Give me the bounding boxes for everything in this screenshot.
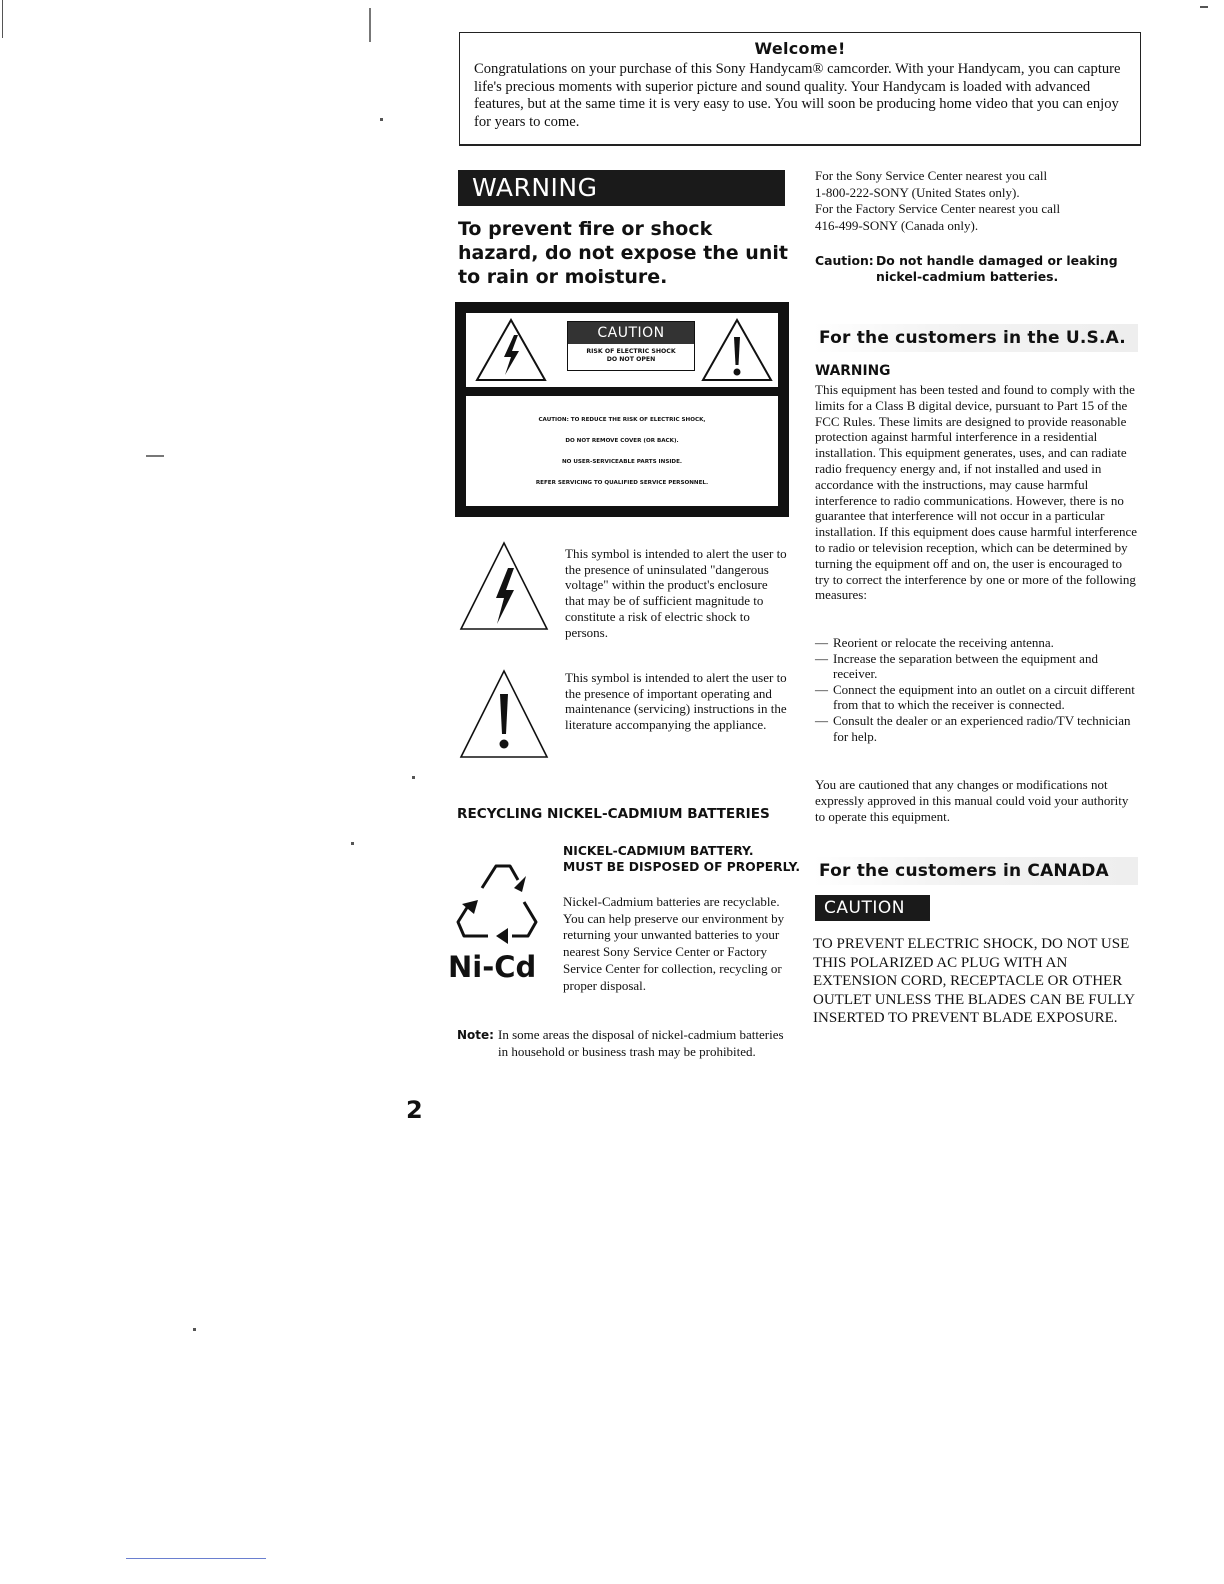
note-body: In some areas the disposal of nickel-cadmium batteries in household or business trash may be prohibited. — [498, 1027, 784, 1059]
list-item: — Increase the separation between the equipment and receiver. — [815, 650, 1098, 682]
nicd-subheading-line1: NICKEL-CADMIUM BATTERY. — [563, 844, 754, 858]
caution-line: CAUTION: TO REDUCE THE RISK OF ELECTRIC SHOCK, — [538, 417, 706, 423]
nicd-subheading-line2: MUST BE DISPOSED OF PROPERLY. — [563, 859, 801, 874]
service-line: 416-499-SONY (Canada only). — [815, 217, 979, 233]
warning-label: WARNING — [458, 170, 785, 206]
scan-artifact — [126, 1558, 266, 1559]
voltage-symbol-text: This symbol is intended to alert the user to the presence of uninsulated "dangerous voltage" within the product's enclosure that may be of sufficient magnitude to constitute a risk of electric shock to persons. — [565, 546, 787, 640]
scan-artifact — [193, 1328, 196, 1331]
service-line: 1-800-222-SONY (United States only). — [815, 184, 1020, 200]
service-line: For the Sony Service Center nearest you call — [815, 168, 1048, 183]
lightning-triangle-icon — [458, 540, 550, 632]
recycle-icon — [452, 858, 544, 944]
exclamation-warning-icon — [700, 317, 774, 383]
note-label: Note: — [457, 1028, 494, 1042]
scan-artifact — [369, 8, 371, 42]
canada-caution-text: TO PREVENT ELECTRIC SHOCK, DO NOT USE THIS POLARIZED AC PLUG WITH AN EXTENSION CORD, RECEPTACLE OR OTHER OUTLET UNLESS THE BLADES CAN BE FULLY INSERTED TO PREVENT BLADE EXPOSURE. — [813, 936, 1135, 1026]
list-item: — Consult the dealer or an experienced radio/TV technician for help. — [815, 712, 1131, 744]
caution-graphic-bottom — [466, 396, 778, 506]
recycling-heading: RECYCLING NICKEL-CADMIUM BATTERIES — [457, 806, 770, 822]
usa-heading: For the customers in the U.S.A. — [813, 324, 1138, 352]
scan-artifact — [380, 118, 383, 121]
scan-artifact — [146, 455, 164, 457]
caution-center-panel — [567, 321, 695, 371]
usa-measures-list — [815, 635, 1138, 744]
nicd-logo: Ni-Cd — [448, 950, 537, 984]
electric-shock-warning-icon — [474, 317, 548, 383]
welcome-box — [459, 32, 1141, 146]
caution-line: DO NOT REMOVE COVER (OR BACK). — [565, 438, 679, 444]
scan-artifact — [351, 842, 354, 845]
usa-body: This equipment has been tested and found to comply with the limits for a Class B digital device, pursuant to Part 15 of the FCC Rules. These limits are designed to provide reasonable protection against harmful interference in a residential installation. This equipment generates, uses, and can radiate radio frequency energy and, if not installed and used in accordance with the instructions, may cause harmful interference to radio communications. However, there is no guarantee that interference will not occur in a particular installation. If this equipment does cause harmful interference to radio or television reception, which can be determined by turning the equipment off and on, the user is encouraged to try to correct the interference by one or more of the following measures: — [815, 382, 1137, 603]
welcome-title: Welcome! — [754, 39, 846, 58]
scan-artifact — [2, 0, 3, 38]
page-number: 2 — [406, 1096, 423, 1124]
service-line: For the Factory Service Center nearest you call — [815, 201, 1061, 216]
battery-caution-text: Do not handle damaged or leaking nickel-cadmium batteries. — [876, 253, 1118, 284]
caution-graphic-label: CAUTION — [568, 322, 694, 344]
service-center-text — [815, 168, 1135, 234]
usa-note: You are cautioned that any changes or modifications not expressly approved in this manual could void your authority to operate this equipment. — [815, 777, 1129, 824]
caution-graphic-sub1: RISK OF ELECTRIC SHOCK — [586, 348, 676, 355]
caution-label-graphic — [455, 302, 789, 517]
caution-line: NO USER-SERVICEABLE PARTS INSIDE. — [561, 459, 683, 465]
welcome-body: Congratulations on your purchase of this Sony Handycam® camcorder. With your Handycam, you can capture life's precious moments with superior picture and sound quality. Your Handycam is loaded with advanced features, but at the same time it is very easy to use. You will soon be producing home video that you can enjoy for years to come. — [474, 61, 1121, 130]
list-item: — Connect the equipment into an outlet on a circuit different from that to which the receiver is connected. — [815, 681, 1135, 713]
caution-graphic-top — [466, 313, 778, 387]
important-symbol-text: This symbol is intended to alert the user to the presence of important operating and maintenance (servicing) instructions in the literature accompanying the appliance. — [565, 670, 787, 733]
canada-caution-label: CAUTION — [815, 895, 930, 921]
caution-graphic-sub2: DO NOT OPEN — [606, 356, 656, 363]
recycling-body: Nickel-Cadmium batteries are recyclable. You can help preserve our environment by returning your unwanted batteries to your nearest Sony Service Center or Factory Service Center for collection, recycling or proper disposal. — [563, 894, 785, 993]
canada-heading: For the customers in CANADA — [813, 857, 1138, 885]
caution-line: REFER SERVICING TO QUALIFIED SERVICE PERSONNEL. — [535, 480, 709, 486]
nicd-subheading — [563, 844, 800, 875]
usa-warning-label: WARNING — [815, 363, 891, 379]
scan-artifact — [412, 776, 415, 779]
scan-artifact — [1200, 6, 1208, 8]
exclamation-triangle-icon — [458, 668, 550, 760]
warning-heading: To prevent fire or shock hazard, do not expose the unit to rain or moisture. — [458, 218, 788, 288]
battery-caution-label: Caution: — [815, 253, 874, 268]
list-item: — Reorient or relocate the receiving antenna. — [815, 635, 1054, 650]
